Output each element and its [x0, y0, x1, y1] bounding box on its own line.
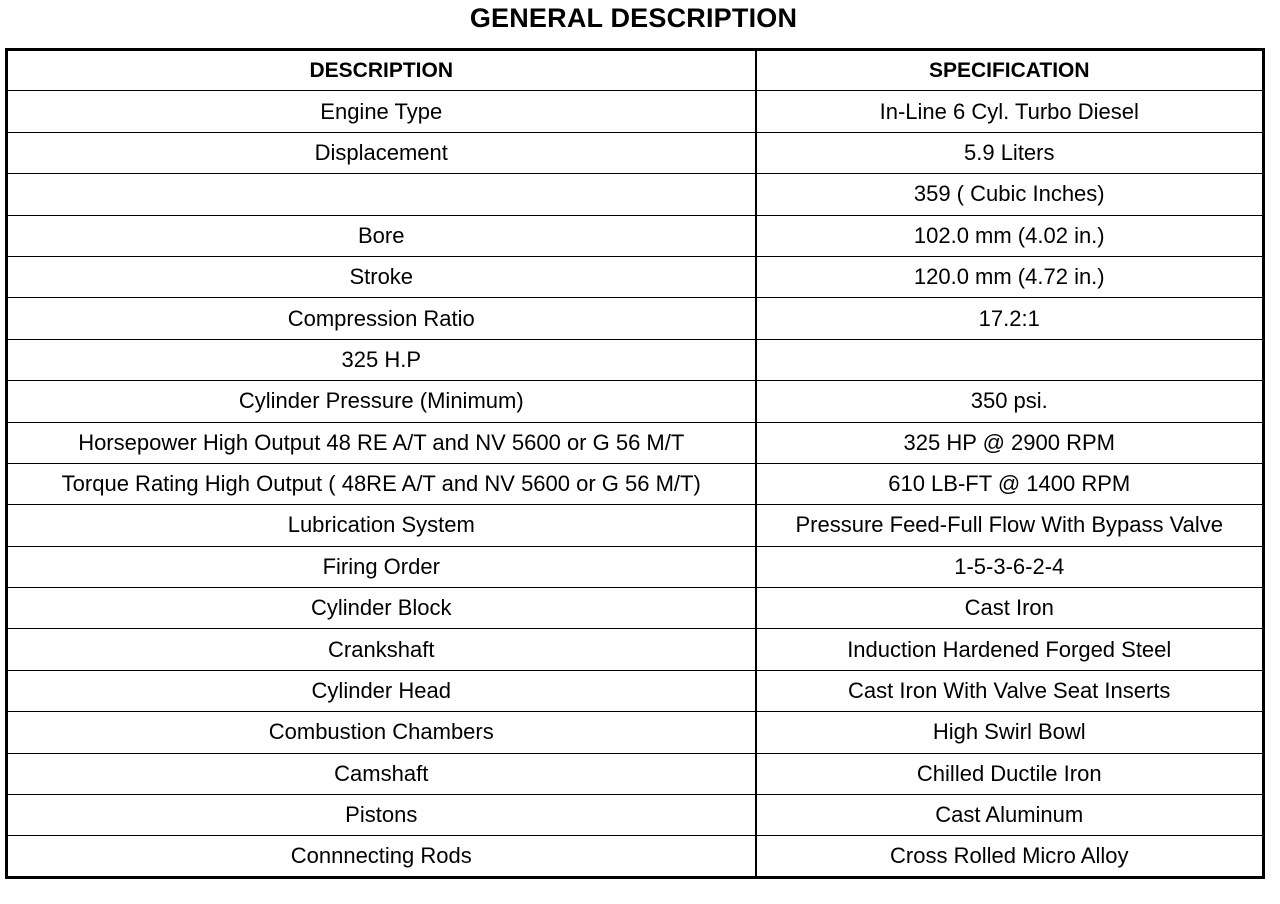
description-cell: Bore — [7, 215, 756, 256]
specification-cell: 610 LB-FT @ 1400 RPM — [756, 463, 1264, 504]
page-title: GENERAL DESCRIPTION — [469, 3, 798, 33]
specification-cell: 17.2:1 — [756, 298, 1264, 339]
table-row — [7, 339, 1264, 380]
description-cell: Crankshaft — [7, 629, 756, 670]
specification-cell: High Swirl Bowl — [756, 712, 1264, 753]
description-cell: 325 H.P — [7, 339, 756, 380]
specification-table — [5, 48, 1265, 879]
specification-cell: 5.9 Liters — [756, 132, 1264, 173]
table-row — [7, 505, 1264, 546]
table-row — [7, 381, 1264, 422]
specification-cell — [756, 339, 1264, 380]
description-cell: Stroke — [7, 256, 756, 297]
table-row — [7, 629, 1264, 670]
description-cell: Connnecting Rods — [7, 836, 756, 877]
table-row — [7, 546, 1264, 587]
description-cell: Firing Order — [7, 546, 756, 587]
table-row — [7, 712, 1264, 753]
description-cell: Camshaft — [7, 753, 756, 794]
description-cell: Engine Type — [7, 91, 756, 132]
specification-cell: 120.0 mm (4.72 in.) — [756, 256, 1264, 297]
specification-cell: 325 HP @ 2900 RPM — [756, 422, 1264, 463]
table-row — [7, 422, 1264, 463]
table-row — [7, 795, 1264, 836]
specification-column-header: SPECIFICATION — [756, 50, 1264, 91]
table-row — [7, 588, 1264, 629]
specification-cell: Induction Hardened Forged Steel — [756, 629, 1264, 670]
description-cell: Cylinder Head — [7, 670, 756, 711]
description-cell: Compression Ratio — [7, 298, 756, 339]
table-row — [7, 298, 1264, 339]
table-row — [7, 174, 1264, 215]
description-cell: Pistons — [7, 795, 756, 836]
table-row — [7, 91, 1264, 132]
specification-cell: Pressure Feed-Full Flow With Bypass Valve — [756, 505, 1264, 546]
table-header-row — [7, 50, 1264, 91]
specification-cell: 102.0 mm (4.02 in.) — [756, 215, 1264, 256]
description-cell: Cylinder Block — [7, 588, 756, 629]
description-cell: Combustion Chambers — [7, 712, 756, 753]
description-cell: Cylinder Pressure (Minimum) — [7, 381, 756, 422]
table-row — [7, 753, 1264, 794]
specification-cell: Cast Iron With Valve Seat Inserts — [756, 670, 1264, 711]
specification-cell: Cast Iron — [756, 588, 1264, 629]
table-row — [7, 256, 1264, 297]
specification-cell: 359 ( Cubic Inches) — [756, 174, 1264, 215]
specification-cell: 1-5-3-6-2-4 — [756, 546, 1264, 587]
description-cell: Torque Rating High Output ( 48RE A/T and NV 5600 or G 56 M/T) — [7, 463, 756, 504]
description-cell — [7, 174, 756, 215]
description-cell: Displacement — [7, 132, 756, 173]
table-row — [7, 215, 1264, 256]
specification-cell: In-Line 6 Cyl. Turbo Diesel — [756, 91, 1264, 132]
table-row — [7, 836, 1264, 877]
description-cell: Lubrication System — [7, 505, 756, 546]
table-row — [7, 670, 1264, 711]
specification-cell: Chilled Ductile Iron — [756, 753, 1264, 794]
table-row — [7, 132, 1264, 173]
specification-cell: Cross Rolled Micro Alloy — [756, 836, 1264, 877]
specification-cell: Cast Aluminum — [756, 795, 1264, 836]
table-row — [7, 463, 1264, 504]
description-column-header: DESCRIPTION — [7, 50, 756, 91]
description-cell: Horsepower High Output 48 RE A/T and NV 5600 or G 56 M/T — [7, 422, 756, 463]
specification-cell: 350 psi. — [756, 381, 1264, 422]
